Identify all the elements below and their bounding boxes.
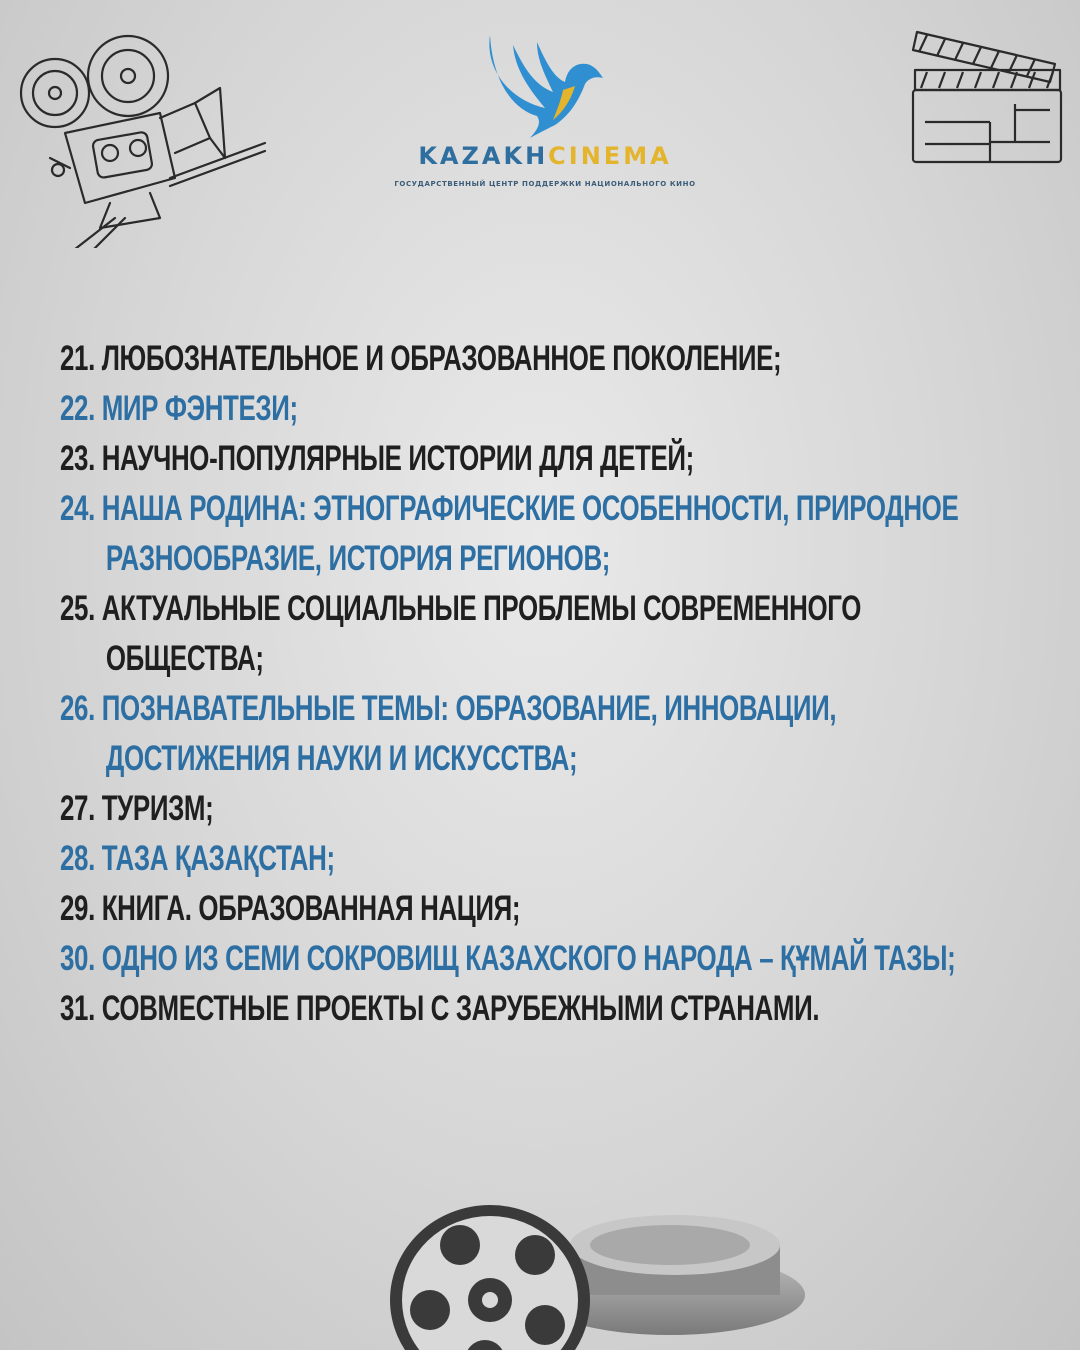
topic-line-continuation: ОБЩЕСТВА; <box>105 639 264 678</box>
topic-line: 23. НАУЧНО-ПОПУЛЯРНЫЕ ИСТОРИИ ДЛЯ ДЕТЕЙ; <box>60 439 694 478</box>
topic-line: 28. ТАЗА ҚАЗАҚСТАН; <box>60 839 335 878</box>
topic-item <box>60 834 1015 884</box>
topic-item <box>60 334 1015 384</box>
topic-item <box>60 934 1015 984</box>
film-reels-icon <box>370 1185 810 1350</box>
topic-list <box>60 334 1020 1034</box>
topic-line: 27. ТУРИЗМ; <box>60 789 214 828</box>
topic-item <box>60 784 1015 834</box>
bird-logo-icon <box>475 30 615 140</box>
clapperboard-icon <box>905 22 1070 172</box>
brand-tagline: ГОСУДАРСТВЕННЫЙ ЦЕНТР ПОДДЕРЖКИ НАЦИОНАЛЬНОГО КИНО <box>394 180 696 188</box>
film-camera-icon <box>10 18 270 248</box>
topic-line: 25. АКТУАЛЬНЫЕ СОЦИАЛЬНЫЕ ПРОБЛЕМЫ СОВРЕМЕННОГО <box>60 589 861 628</box>
topic-line: 24. НАША РОДИНА: ЭТНОГРАФИЧЕСКИЕ ОСОБЕННОСТИ, ПРИРОДНОЕ <box>60 489 959 528</box>
topic-item <box>60 884 1015 934</box>
brand-name: KAZAKHCINEMA <box>418 142 672 170</box>
topic-line: 31. СОВМЕСТНЫЕ ПРОЕКТЫ С ЗАРУБЕЖНЫМИ СТРАНАМИ. <box>60 989 820 1028</box>
topic-line: 22. МИР ФЭНТЕЗИ; <box>60 389 298 428</box>
topic-item <box>60 584 1015 684</box>
topic-line-continuation: ДОСТИЖЕНИЯ НАУКИ И ИСКУССТВА; <box>105 739 578 778</box>
topic-line: 21. ЛЮБОЗНАТЕЛЬНОЕ И ОБРАЗОВАННОЕ ПОКОЛЕНИЕ; <box>60 339 782 378</box>
topic-item <box>60 484 1015 584</box>
topic-line-continuation: РАЗНООБРАЗИЕ, ИСТОРИЯ РЕГИОНОВ; <box>105 539 611 578</box>
topic-line: 26. ПОЗНАВАТЕЛЬНЫЕ ТЕМЫ: ОБРАЗОВАНИЕ, ИННОВАЦИИ, <box>60 689 837 728</box>
topic-item <box>60 434 1015 484</box>
topic-item <box>60 984 1015 1034</box>
kazakhcinema-logo <box>370 30 720 200</box>
topic-line: 30. ОДНО ИЗ СЕМИ СОКРОВИЩ КАЗАХСКОГО НАРОДА – ҚҰМАЙ ТАЗЫ; <box>60 939 956 978</box>
topic-line: 29. КНИГА. ОБРАЗОВАННАЯ НАЦИЯ; <box>60 889 521 928</box>
topic-item <box>60 384 1015 434</box>
topic-item <box>60 684 1015 784</box>
